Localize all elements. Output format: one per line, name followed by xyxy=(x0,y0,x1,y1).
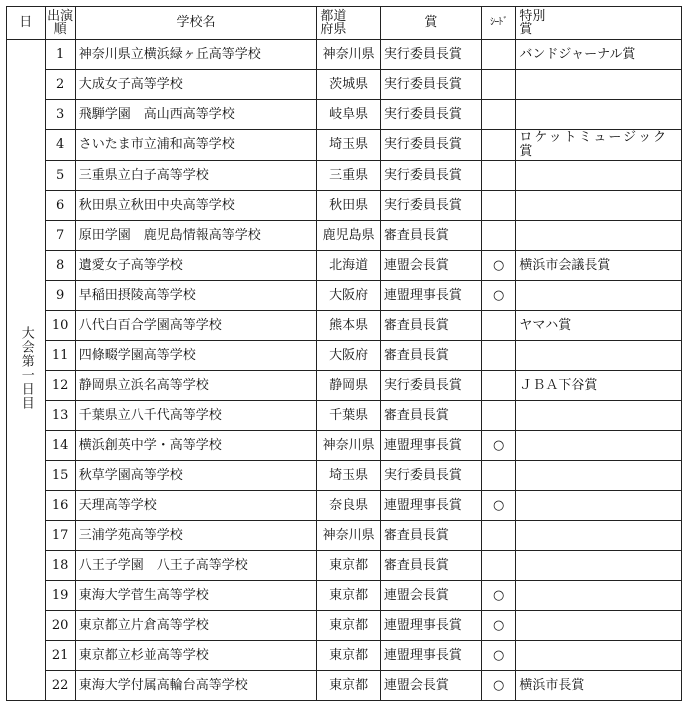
header-award: 賞 xyxy=(380,7,481,40)
special-award-cell: バンドジャーナル賞 xyxy=(516,40,682,70)
order-cell: 1 xyxy=(45,40,75,70)
award-cell: 実行委員長賞 xyxy=(380,100,481,130)
order-cell: 18 xyxy=(45,551,75,581)
order-cell: 16 xyxy=(45,491,75,521)
special-award-cell xyxy=(516,221,682,251)
school-cell: 四條畷学園高等学校 xyxy=(75,341,317,371)
prefecture-cell: 埼玉県 xyxy=(317,461,381,491)
special-award-cell xyxy=(516,551,682,581)
order-cell: 14 xyxy=(45,431,75,461)
order-cell: 8 xyxy=(45,251,75,281)
prefecture-cell: 神奈川県 xyxy=(317,40,381,70)
award-cell: 連盟理事長賞 xyxy=(380,611,481,641)
seed-cell xyxy=(481,70,515,100)
header-day: 日 xyxy=(7,7,46,40)
seed-cell xyxy=(481,191,515,221)
table-row xyxy=(7,281,682,311)
award-cell: 実行委員長賞 xyxy=(380,40,481,70)
order-cell: 13 xyxy=(45,401,75,431)
special-award-cell: 横浜市長賞 xyxy=(516,671,682,701)
prefecture-cell: 茨城県 xyxy=(317,70,381,100)
special-award-cell xyxy=(516,161,682,191)
prefecture-cell: 静岡県 xyxy=(317,371,381,401)
order-cell: 11 xyxy=(45,341,75,371)
prefecture-cell: 千葉県 xyxy=(317,401,381,431)
award-cell: 連盟会長賞 xyxy=(380,251,481,281)
award-cell: 連盟理事長賞 xyxy=(380,641,481,671)
special-award-cell: 横浜市会議長賞 xyxy=(516,251,682,281)
header-prefecture xyxy=(317,7,381,40)
special-award-cell xyxy=(516,191,682,221)
table-row xyxy=(7,130,682,161)
seed-cell xyxy=(481,130,515,161)
order-cell: 21 xyxy=(45,641,75,671)
school-cell: 神奈川県立横浜緑ヶ丘高等学校 xyxy=(75,40,317,70)
award-cell: 実行委員長賞 xyxy=(380,191,481,221)
table-row xyxy=(7,221,682,251)
special-award-cell xyxy=(516,641,682,671)
prefecture-cell: 鹿児島県 xyxy=(317,221,381,251)
header-special-label: 特別賞 xyxy=(519,9,546,37)
table-row xyxy=(7,401,682,431)
school-cell: 飛騨学園 高山西高等学校 xyxy=(75,100,317,130)
seed-cell xyxy=(481,221,515,251)
prefecture-cell: 東京都 xyxy=(317,641,381,671)
award-cell: 実行委員長賞 xyxy=(380,70,481,100)
school-cell: 静岡県立浜名高等学校 xyxy=(75,371,317,401)
seed-cell: ○ xyxy=(481,671,515,701)
school-cell: 遺愛女子高等学校 xyxy=(75,251,317,281)
school-cell: 原田学園 鹿児島情報高等学校 xyxy=(75,221,317,251)
school-cell: 東京都立杉並高等学校 xyxy=(75,641,317,671)
prefecture-cell: 東京都 xyxy=(317,611,381,641)
table-row xyxy=(7,70,682,100)
order-cell: 12 xyxy=(45,371,75,401)
table-row xyxy=(7,191,682,221)
table-row xyxy=(7,551,682,581)
table-row xyxy=(7,581,682,611)
prefecture-cell: 三重県 xyxy=(317,161,381,191)
seed-cell: ○ xyxy=(481,251,515,281)
award-cell: 実行委員長賞 xyxy=(380,461,481,491)
special-award-cell xyxy=(516,100,682,130)
award-cell: 連盟会長賞 xyxy=(380,671,481,701)
special-award-cell xyxy=(516,70,682,100)
day-label: 大会第一日目 xyxy=(18,326,34,410)
header-order-label: 出演順 xyxy=(47,9,74,37)
order-cell: 15 xyxy=(45,461,75,491)
prefecture-cell: 奈良県 xyxy=(317,491,381,521)
award-cell: 審査員長賞 xyxy=(380,341,481,371)
school-cell: 早稲田摂陵高等学校 xyxy=(75,281,317,311)
seed-cell: ○ xyxy=(481,581,515,611)
award-cell: 実行委員長賞 xyxy=(380,371,481,401)
header-seed: ｼｰﾄﾞ xyxy=(481,7,515,40)
special-award-cell xyxy=(516,431,682,461)
table-row xyxy=(7,491,682,521)
order-cell: 7 xyxy=(45,221,75,251)
school-cell: 天理高等学校 xyxy=(75,491,317,521)
school-cell: 八代白百合学園高等学校 xyxy=(75,311,317,341)
school-cell: 千葉県立八千代高等学校 xyxy=(75,401,317,431)
award-cell: 審査員長賞 xyxy=(380,551,481,581)
special-award-cell xyxy=(516,401,682,431)
table-row xyxy=(7,311,682,341)
special-award-cell xyxy=(516,581,682,611)
special-award-cell xyxy=(516,461,682,491)
table-row xyxy=(7,40,682,70)
award-cell: 審査員長賞 xyxy=(380,221,481,251)
order-cell: 6 xyxy=(45,191,75,221)
table-row xyxy=(7,611,682,641)
prefecture-cell: 秋田県 xyxy=(317,191,381,221)
award-cell: 審査員長賞 xyxy=(380,311,481,341)
seed-cell: ○ xyxy=(481,611,515,641)
award-cell: 連盟理事長賞 xyxy=(380,281,481,311)
day-cell xyxy=(7,40,46,701)
order-cell: 22 xyxy=(45,671,75,701)
award-cell: 実行委員長賞 xyxy=(380,161,481,191)
order-cell: 2 xyxy=(45,70,75,100)
prefecture-cell: 岐阜県 xyxy=(317,100,381,130)
table-row xyxy=(7,371,682,401)
prefecture-cell: 神奈川県 xyxy=(317,431,381,461)
seed-cell xyxy=(481,100,515,130)
school-cell: 横浜創英中学・高等学校 xyxy=(75,431,317,461)
seed-cell: ○ xyxy=(481,431,515,461)
special-award-cell xyxy=(516,521,682,551)
seed-cell xyxy=(481,521,515,551)
header-prefecture-label: 都道府県 xyxy=(320,9,347,37)
special-award-cell xyxy=(516,281,682,311)
order-cell: 3 xyxy=(45,100,75,130)
seed-cell xyxy=(481,401,515,431)
award-cell: 連盟理事長賞 xyxy=(380,431,481,461)
school-cell: 三浦学苑高等学校 xyxy=(75,521,317,551)
prefecture-cell: 熊本県 xyxy=(317,311,381,341)
order-cell: 20 xyxy=(45,611,75,641)
order-cell: 19 xyxy=(45,581,75,611)
school-cell: 秋草学園高等学校 xyxy=(75,461,317,491)
school-cell: 八王子学園 八王子高等学校 xyxy=(75,551,317,581)
table-row xyxy=(7,641,682,671)
seed-cell xyxy=(481,311,515,341)
seed-cell xyxy=(481,371,515,401)
award-cell: 連盟理事長賞 xyxy=(380,491,481,521)
school-cell: 東京都立片倉高等学校 xyxy=(75,611,317,641)
order-cell: 17 xyxy=(45,521,75,551)
prefecture-cell: 大阪府 xyxy=(317,341,381,371)
table-row xyxy=(7,341,682,371)
order-cell: 10 xyxy=(45,311,75,341)
table-row xyxy=(7,431,682,461)
table-row xyxy=(7,251,682,281)
prefecture-cell: 大阪府 xyxy=(317,281,381,311)
results-table xyxy=(6,6,682,701)
order-cell: 9 xyxy=(45,281,75,311)
header-special xyxy=(516,7,682,40)
school-cell: 東海大学菅生高等学校 xyxy=(75,581,317,611)
prefecture-cell: 東京都 xyxy=(317,551,381,581)
special-award-cell xyxy=(516,611,682,641)
prefecture-cell: 埼玉県 xyxy=(317,130,381,161)
order-cell: 4 xyxy=(45,130,75,161)
special-award-cell: ヤマハ賞 xyxy=(516,311,682,341)
table-row xyxy=(7,671,682,701)
seed-cell: ○ xyxy=(481,641,515,671)
table-row xyxy=(7,521,682,551)
special-award-cell: ＪＢＡ下谷賞 xyxy=(516,371,682,401)
table-body xyxy=(7,40,682,701)
award-cell: 審査員長賞 xyxy=(380,401,481,431)
seed-cell xyxy=(481,461,515,491)
table-row xyxy=(7,161,682,191)
school-cell: 秋田県立秋田中央高等学校 xyxy=(75,191,317,221)
school-cell: さいたま市立浦和高等学校 xyxy=(75,130,317,161)
header-row xyxy=(7,7,682,40)
table-row xyxy=(7,100,682,130)
prefecture-cell: 北海道 xyxy=(317,251,381,281)
special-award-cell xyxy=(516,491,682,521)
order-cell: 5 xyxy=(45,161,75,191)
prefecture-cell: 東京都 xyxy=(317,671,381,701)
school-cell: 三重県立白子高等学校 xyxy=(75,161,317,191)
award-cell: 実行委員長賞 xyxy=(380,130,481,161)
seed-cell xyxy=(481,341,515,371)
seed-cell xyxy=(481,161,515,191)
prefecture-cell: 東京都 xyxy=(317,581,381,611)
school-cell: 東海大学付属高輪台高等学校 xyxy=(75,671,317,701)
school-cell: 大成女子高等学校 xyxy=(75,70,317,100)
special-award-cell: ロケットミュージック賞 xyxy=(516,130,682,161)
award-cell: 連盟会長賞 xyxy=(380,581,481,611)
award-cell: 審査員長賞 xyxy=(380,521,481,551)
header-school: 学校名 xyxy=(75,7,317,40)
prefecture-cell: 神奈川県 xyxy=(317,521,381,551)
special-award-cell xyxy=(516,341,682,371)
header-order xyxy=(45,7,75,40)
seed-cell: ○ xyxy=(481,281,515,311)
seed-cell xyxy=(481,40,515,70)
table-row xyxy=(7,461,682,491)
seed-cell: ○ xyxy=(481,491,515,521)
seed-cell xyxy=(481,551,515,581)
